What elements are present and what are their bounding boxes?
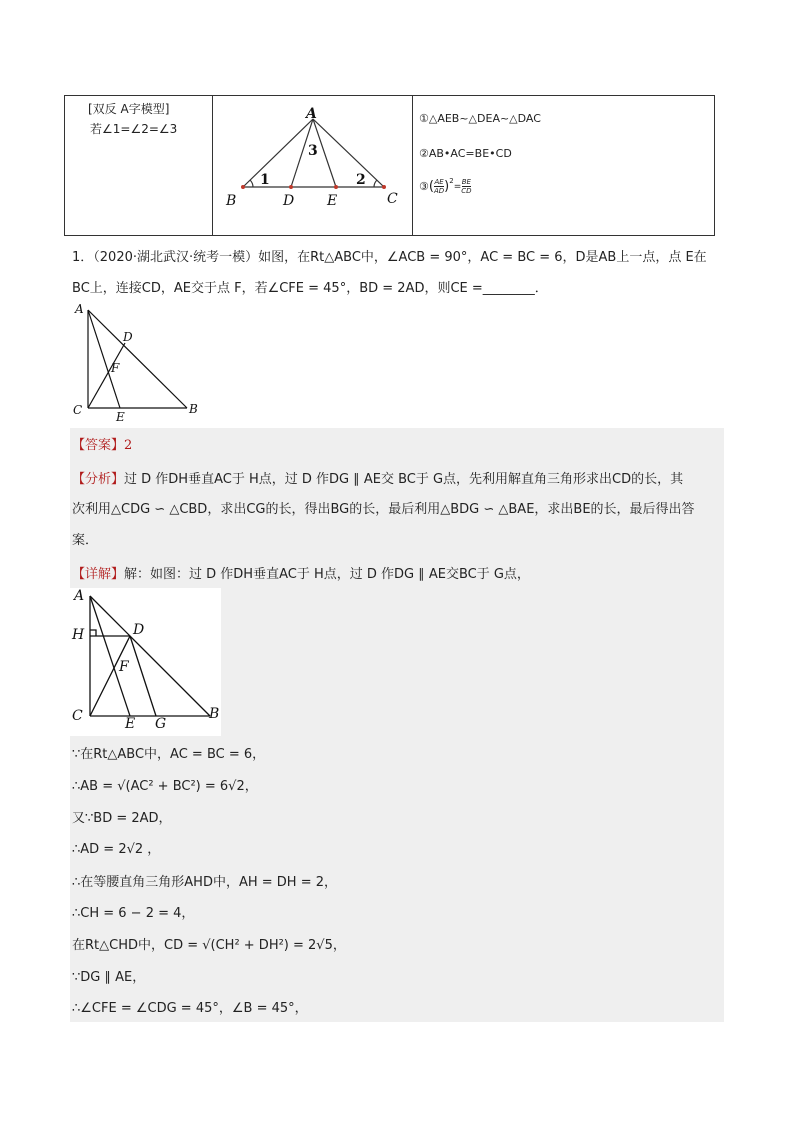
analysis-line-3: 案． — [72, 533, 99, 548]
analysis-line-2: 次利用△CDG ∽ △CBD，求出CG的长，得出BG的长，最后利用△BDG ∽ △BAE，求出BE的长，最后得出答 — [72, 502, 695, 517]
conclusion-1: ①△AEB~△DEA~△DAC — [419, 112, 541, 125]
point-E — [334, 185, 338, 189]
ratio-eq: = — [453, 181, 462, 192]
ratio-exp: 2 — [449, 176, 454, 185]
fig2-label-H: H — [72, 627, 85, 643]
label-2: 2 — [356, 172, 366, 188]
step-4: ∴AD = 2√2 ， — [72, 842, 161, 857]
answer-line — [72, 434, 132, 453]
angle-arc-2 — [374, 180, 377, 187]
answer-tag: 【答案】 — [72, 438, 125, 453]
analysis-tag: 【分析】 — [72, 472, 125, 487]
ratio-right: $\frac{BE}{CD}$ — [461, 178, 472, 195]
segment-AE — [88, 310, 120, 408]
detail-tag: 【详解】 — [72, 567, 125, 582]
fig2-label-A: A — [74, 588, 85, 604]
problem-line-1: 1．（2020·湖北武汉·统考一模）如图，在Rt△ABC中，∠ACB = 90°，AC = BC = 6，D是AB上一点，点 E在 — [72, 250, 707, 265]
answer-value: 2 — [124, 438, 133, 453]
detail-line-0: 【详解】解：如图：过 D 作DH垂直AC于 H点，过 D 作DG ∥ AE交BC于 G点， — [72, 567, 530, 582]
step-1: ∵在Rt△ABC中，AC = BC = 6， — [72, 747, 266, 762]
angle-arc-1 — [250, 180, 253, 187]
right-angle-mark-H — [90, 630, 96, 636]
fig2-label-C: C — [72, 708, 83, 724]
label-C: C — [387, 191, 398, 207]
model-title: [双反 A字模型] — [88, 102, 170, 116]
fig2-label-G: G — [155, 716, 167, 732]
fig1-label-B: B — [189, 402, 198, 416]
fig1-label-A: A — [75, 302, 84, 316]
step-7: 在Rt△CHD中，CD = √(CH² + DH²) = 2√5， — [72, 938, 346, 953]
label-A: A — [306, 106, 317, 122]
conclusion-3-label: ③ — [419, 180, 429, 193]
step-8: ∵DG ∥ AE， — [72, 970, 146, 985]
segment-AE — [90, 596, 130, 716]
conclusion-2: ②AB•AC=BE•CD — [419, 147, 512, 160]
fig2-label-D: D — [133, 622, 145, 638]
fig2-label-E: E — [125, 716, 136, 732]
fig1-label-F: F — [111, 361, 120, 375]
analysis-line-1: 【分析】过 D 作DH垂直AC于 H点，过 D 作DG ∥ AE交 BC于 G点，先利用解直角三角形求出CD的长，其 — [72, 472, 684, 487]
step-6: ∴CH = 6 − 2 = 4， — [72, 906, 195, 921]
step-9: ∴∠CFE = ∠CDG = 45°，∠B = 45°， — [72, 1001, 308, 1016]
segment-CD — [88, 343, 125, 408]
segment-AB — [88, 310, 187, 408]
segment-CD — [90, 636, 130, 716]
label-E: E — [327, 193, 338, 209]
problem-line-2: BC上，连接CD，AE交于点 F，若∠CFE = 45°，BD = 2AD，则CE =________． — [72, 281, 548, 296]
label-D: D — [283, 193, 295, 209]
segment-AC — [313, 119, 384, 187]
fig1-label-E: E — [116, 410, 125, 424]
conclusion-3: ③ ( AE AD ) 2 = $\frac{BE}{CD}$ — [419, 176, 472, 195]
segment-DG — [130, 636, 156, 716]
solution-figure — [70, 588, 221, 736]
label-1: 1 — [260, 172, 270, 188]
point-D — [289, 185, 293, 189]
point-B — [241, 185, 245, 189]
fig1-label-C: C — [73, 403, 83, 417]
ratio-left: AE AD — [433, 178, 445, 195]
step-2: ∴AB = √(AC² + BC²) = 6√2， — [72, 779, 258, 794]
point-C — [382, 185, 386, 189]
model-condition: 若∠1=∠2=∠3 — [90, 122, 178, 136]
step-3: 又∵BD = 2AD， — [72, 811, 172, 826]
step-5: ∴在等腰直角三角形AHD中，AH = DH = 2， — [72, 875, 337, 890]
fig1-label-D: D — [123, 330, 133, 344]
label-B: B — [226, 193, 237, 209]
label-3: 3 — [308, 143, 318, 159]
fig2-label-F: F — [119, 659, 129, 675]
fig2-label-B: B — [209, 706, 220, 722]
